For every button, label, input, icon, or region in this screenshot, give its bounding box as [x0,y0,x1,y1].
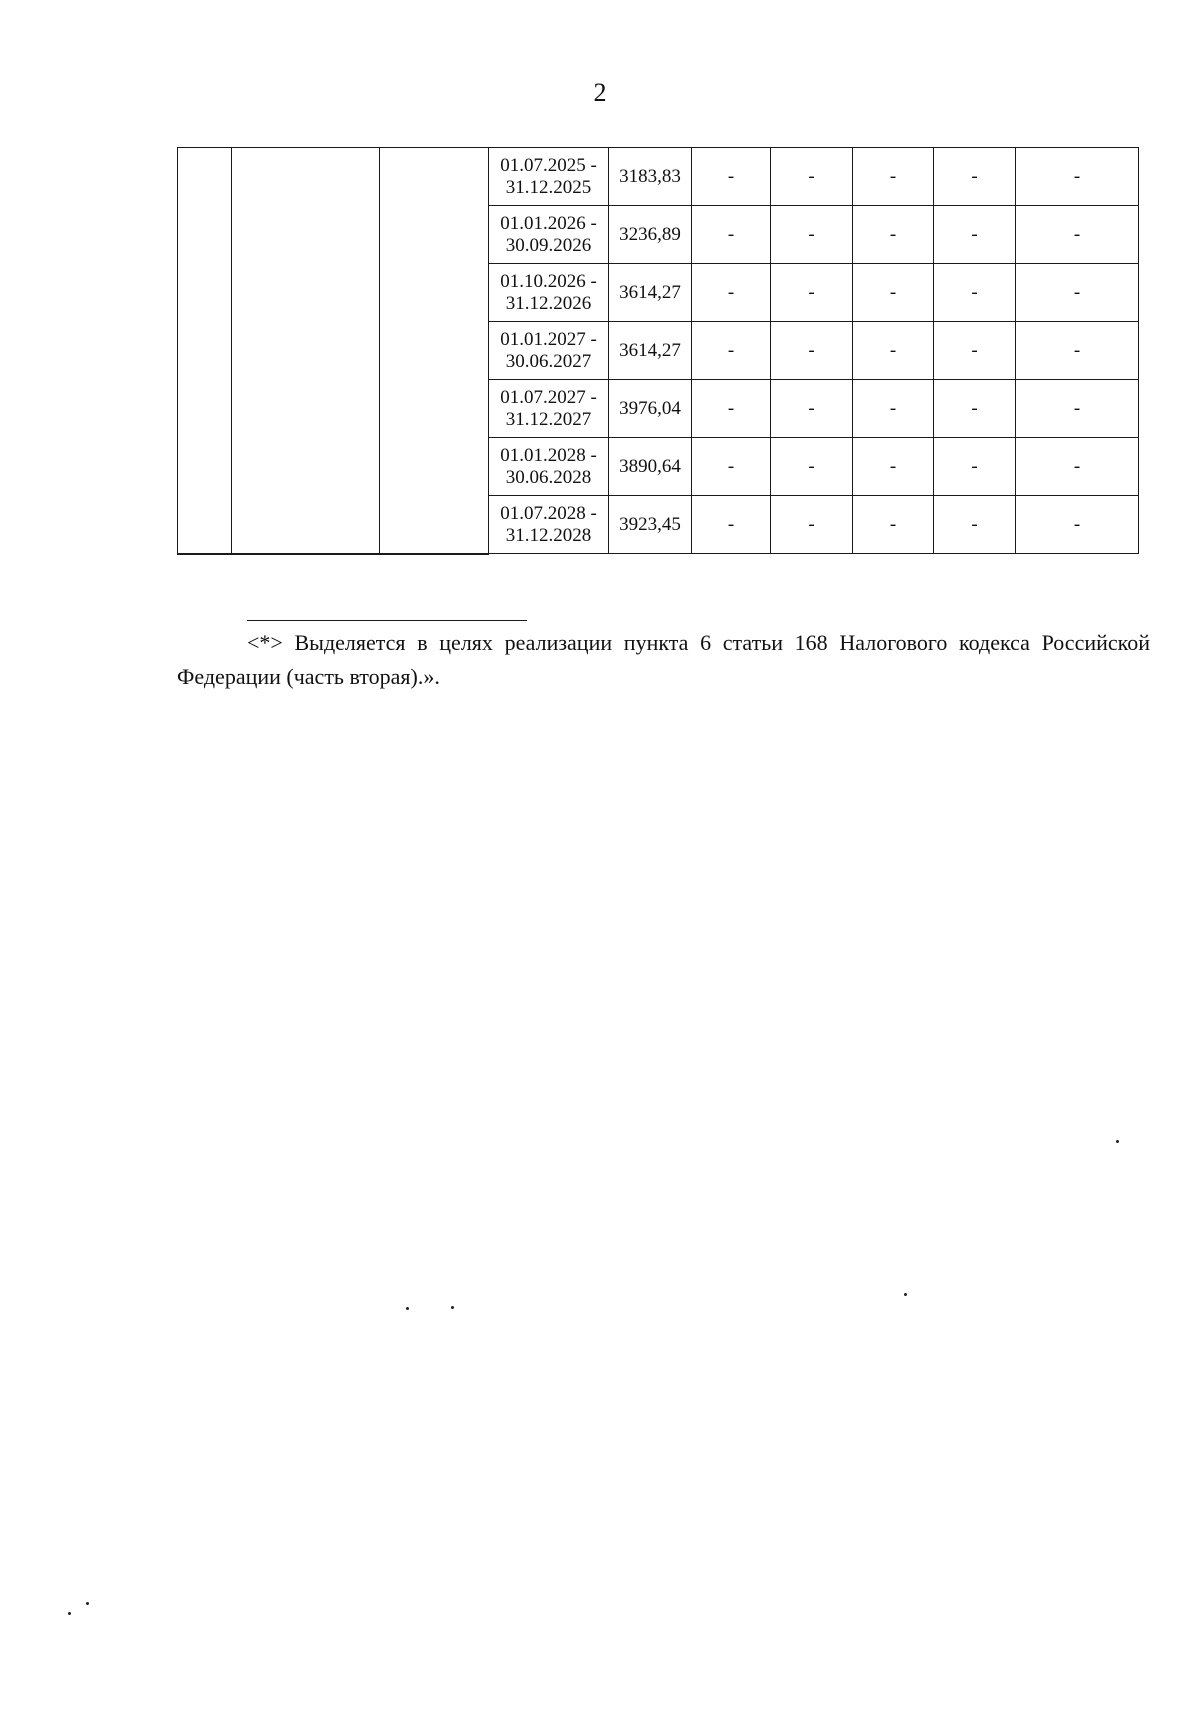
value-cell: 3614,27 [609,264,692,322]
left-empty-col-1 [178,148,232,554]
scan-speck [68,1612,71,1615]
period-cell [489,322,609,380]
dash-cell: - [771,322,853,380]
dash-cell: - [692,206,771,264]
dash-cell: - [853,380,934,438]
value-cell: 3923,45 [609,496,692,554]
period-end: 31.12.2025 [505,176,592,198]
period-start: 01.07.2025 - [500,154,597,176]
value-cell: 3976,04 [609,380,692,438]
dash-cell: - [1016,438,1139,496]
scan-speck [86,1602,89,1605]
dash-cell: - [692,380,771,438]
dash-cell: - [771,206,853,264]
tariff-table [177,147,1139,555]
scan-speck [904,1293,907,1296]
period-end: 30.06.2027 [505,350,592,372]
period-end: 31.12.2028 [505,524,592,546]
period-end: 31.12.2026 [505,292,592,314]
period-end: 30.09.2026 [505,234,592,256]
dash-cell: - [934,380,1016,438]
dash-cell: - [1016,206,1139,264]
dash-cell: - [771,438,853,496]
dash-cell: - [853,438,934,496]
dash-cell: - [1016,496,1139,554]
dash-cell: - [1016,264,1139,322]
period-cell [489,380,609,438]
dash-cell: - [934,206,1016,264]
dash-cell: - [771,264,853,322]
footnote-text: <*> Выделяется в целях реализации пункта 6 статьи 168 Налогового кодекса Российской Федерации (часть вторая).». [177,630,1150,689]
footnote-separator [247,620,527,621]
dash-cell: - [934,264,1016,322]
period-start: 01.01.2028 - [500,444,597,466]
dash-cell: - [934,148,1016,206]
period-cell [489,496,609,554]
dash-cell: - [934,322,1016,380]
dash-cell: - [692,496,771,554]
period-start: 01.07.2027 - [500,386,597,408]
period-end: 30.06.2028 [505,466,592,488]
period-cell [489,438,609,496]
scan-speck [406,1307,409,1310]
value-cell: 3890,64 [609,438,692,496]
period-end: 31.12.2027 [505,408,592,430]
scan-speck [1116,1140,1119,1143]
dash-cell: - [853,496,934,554]
dash-cell: - [1016,322,1139,380]
dash-cell: - [692,438,771,496]
dash-cell: - [853,264,934,322]
period-start: 01.07.2028 - [500,502,597,524]
dash-cell: - [771,380,853,438]
period-start: 01.01.2027 - [500,328,597,350]
dash-cell: - [934,496,1016,554]
dash-cell: - [692,322,771,380]
dash-cell: - [771,496,853,554]
dash-cell: - [853,206,934,264]
dash-cell: - [771,148,853,206]
dash-cell: - [692,264,771,322]
dash-cell: - [692,148,771,206]
table-body [178,148,1139,554]
dash-cell: - [1016,380,1139,438]
period-cell [489,264,609,322]
dash-cell: - [1016,148,1139,206]
left-empty-col-2 [232,148,380,554]
period-cell [489,206,609,264]
dash-cell: - [853,148,934,206]
value-cell: 3183,83 [609,148,692,206]
left-empty-col-3 [380,148,489,554]
period-cell [489,148,609,206]
value-cell: 3236,89 [609,206,692,264]
dash-cell: - [853,322,934,380]
scan-speck [451,1306,454,1309]
period-start: 01.10.2026 - [500,270,597,292]
table-row [178,148,1139,206]
page-number: 2 [593,78,607,107]
period-start: 01.01.2026 - [500,212,597,234]
dash-cell: - [934,438,1016,496]
value-cell: 3614,27 [609,322,692,380]
